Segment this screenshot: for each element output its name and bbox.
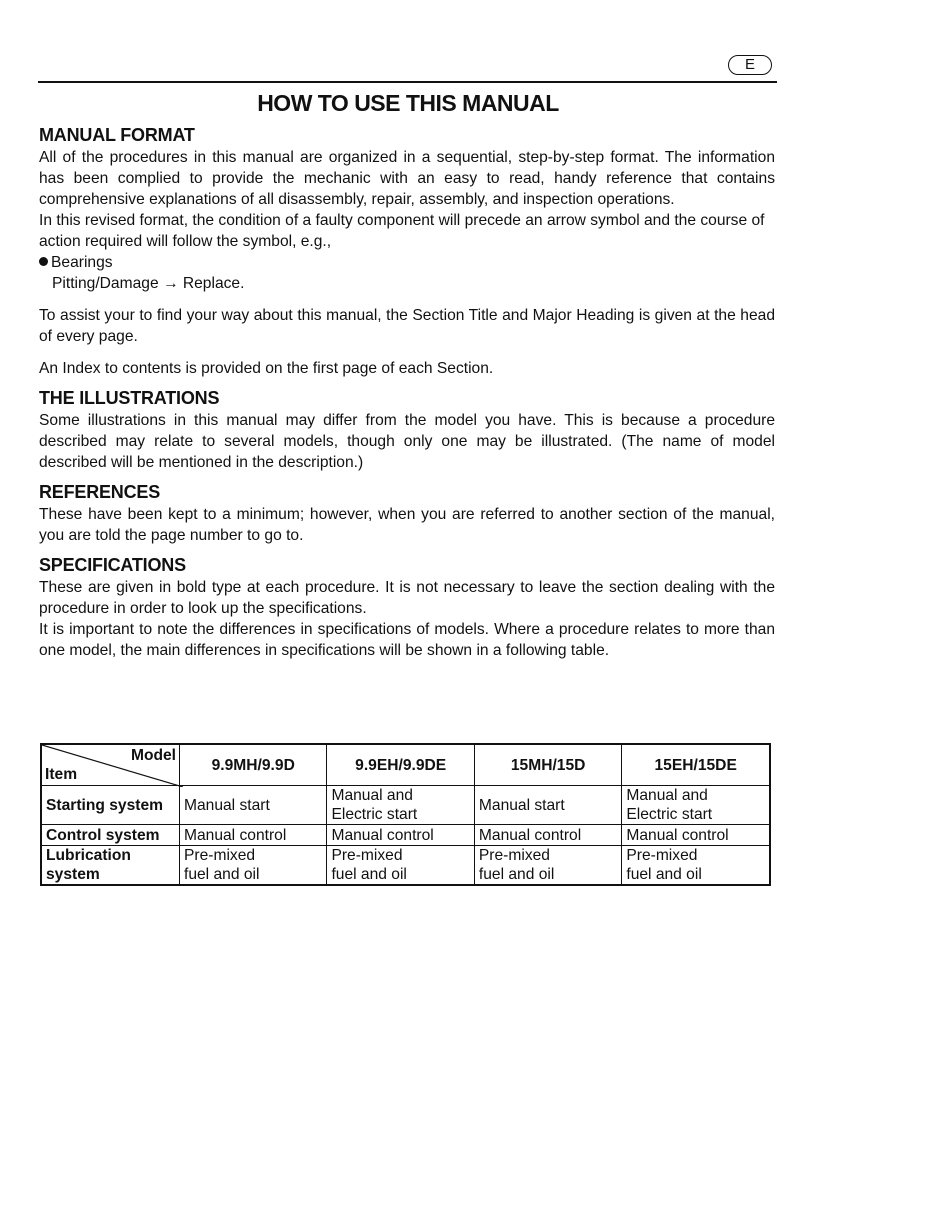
example-line: Pitting/Damage → Replace. [52,275,245,292]
table-cell: Pre-mixed fuel and oil [327,846,474,886]
language-badge: E [728,55,772,75]
page-title: HOW TO USE THIS MANUAL [257,90,559,116]
format-paragraph-1: All of the procedures in this manual are organized in a sequential, step-by-step format. The information has been complied to provide the mechanic with an easy to read, handy reference that contains comprehensive explanations of all disassembly, repair, assembly, and inspection operations. [39,149,775,208]
table-cell: Pre-mixed fuel and oil [622,846,770,886]
heading-references: REFERENCES [39,482,161,502]
row-item-label: Lubrication system [41,846,180,886]
specifications-paragraph-2: It is important to note the differences in specifications of models. Where a procedure relates to more than one model, the main differences in specifications will be shown in a following table. [39,621,775,659]
table-row [41,786,770,825]
table-header-row [41,744,770,786]
format-paragraph-2: In this revised format, the condition of a faulty component will precede an arrow symbol and the course of action required will follow the symbol, e.g., [39,212,765,250]
table-cell: Pre-mixed fuel and oil [474,846,621,886]
table-cell: Manual control [622,825,770,846]
table-cell: Manual control [474,825,621,846]
bullet-text: Bearings [51,254,113,271]
row-item-label: Starting system [41,786,180,825]
row-item-label: Control system [41,825,180,846]
corner-item-label: Item [45,766,78,783]
specifications-paragraph-1: These are given in bold type at each procedure. It is not necessary to leave the section dealing with the procedure in order to look up the specifications. [39,579,775,617]
table-cell: Manual start [474,786,621,825]
bullet-icon [39,257,48,266]
table-corner-cell [41,744,180,786]
model-header: 15MH/15D [474,744,621,786]
table-cell: Manual and Electric start [327,786,474,825]
corner-model-label: Model [130,747,176,764]
illustrations-paragraph: Some illustrations in this manual may differ from the model you have. This is because a procedure described may relate to several models, though only one may be illustrated. (The name of model described will be mentioned in the description.) [39,412,775,471]
references-paragraph: These have been kept to a minimum; however, when you are referred to another section of the manual, you are told the page number to go to. [39,506,775,544]
table-row [41,846,770,886]
model-header: 15EH/15DE [622,744,770,786]
model-header: 9.9EH/9.9DE [327,744,474,786]
table-cell: Pre-mixed fuel and oil [180,846,327,886]
heading-manual-format: MANUAL FORMAT [39,125,195,145]
table-cell: Manual control [180,825,327,846]
format-paragraph-4: An Index to contents is provided on the first page of each Section. [39,360,494,377]
manual-content [39,124,775,661]
table-cell: Manual and Electric start [622,786,770,825]
format-paragraph-3: To assist your to find your way about this manual, the Section Title and Major Heading is given at the head of every page. [39,307,775,345]
table-row [41,825,770,846]
heading-specifications: SPECIFICATIONS [39,555,186,575]
table-cell: Manual start [180,786,327,825]
model-spec-table [40,743,771,886]
heading-illustrations: THE ILLUSTRATIONS [39,388,220,408]
header-rule [38,81,777,83]
table-cell: Manual control [327,825,474,846]
bullet-item [39,252,775,273]
model-header: 9.9MH/9.9D [180,744,327,786]
